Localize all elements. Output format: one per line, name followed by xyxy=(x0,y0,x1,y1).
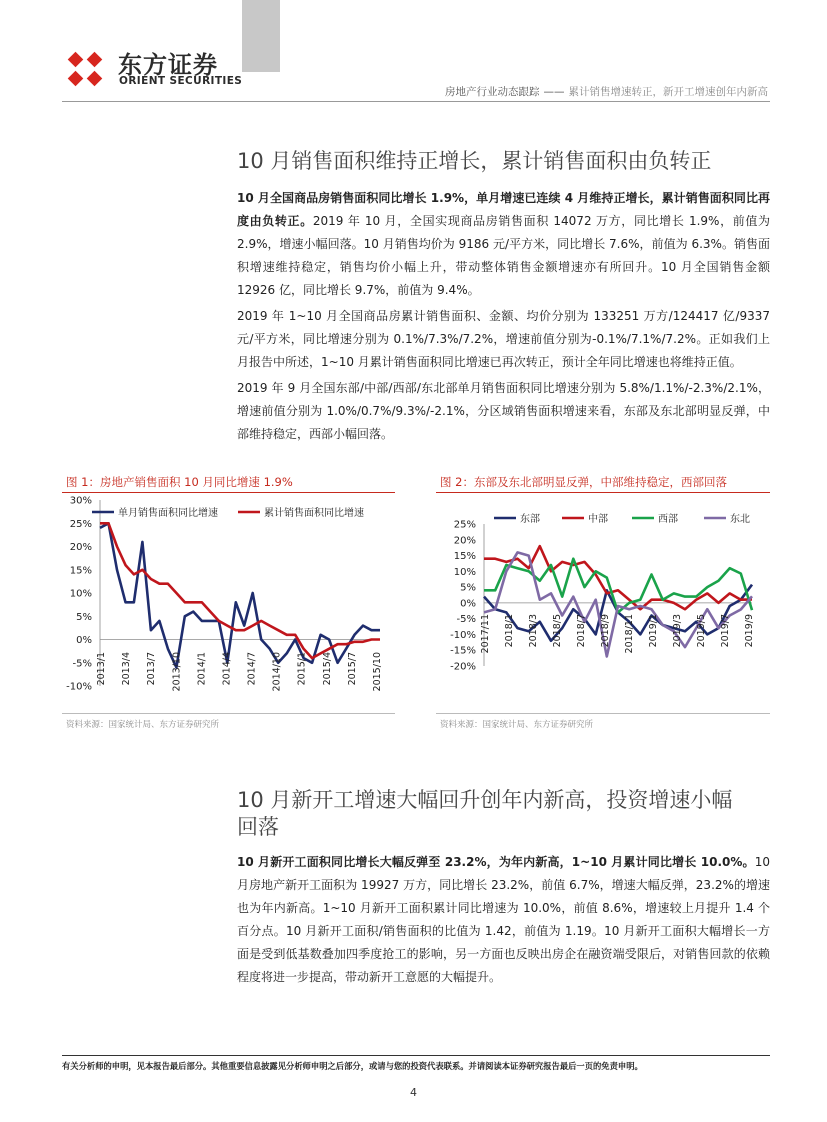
x-tick-label: 2015/7 xyxy=(346,652,358,686)
section1-title: 10 月销售面积维持正增长，累计销售面积由负转正 xyxy=(237,149,712,173)
y-tick-label: -5% xyxy=(456,614,476,626)
section2-paragraph-1 xyxy=(237,851,770,989)
header-gray-tab xyxy=(242,0,280,72)
orient-securities-logo-icon xyxy=(62,46,108,92)
x-tick-label: 2013/10 xyxy=(171,652,183,692)
legend-label: 中部 xyxy=(588,514,608,525)
series-line-单月销售面积同比增速 xyxy=(100,523,380,667)
y-tick-label: -10% xyxy=(450,629,476,641)
legend-label: 东北 xyxy=(730,514,750,525)
figure2-caption: 图 2：东部及东北部明显反弹，中部维持稳定，西部回落 xyxy=(440,475,727,489)
y-tick-label: 10% xyxy=(69,588,92,600)
x-tick-label: 2013/4 xyxy=(121,652,133,686)
x-tick-label: 2018/3 xyxy=(528,614,539,648)
y-tick-label: 25% xyxy=(453,519,476,531)
section2-p1-lead: 10 月新开工面积同比增长大幅反弹至 23.2%，为年内新高，1~10 月累计同比增长 10.0%。 xyxy=(237,855,755,869)
legend-label: 东部 xyxy=(520,514,540,525)
legend-label: 累计销售面积同比增速 xyxy=(264,508,364,519)
x-tick-label: 2014/7 xyxy=(246,652,258,686)
legend-label: 西部 xyxy=(658,514,678,525)
series-line-西部 xyxy=(484,559,752,613)
y-tick-label: 5% xyxy=(460,582,476,594)
report-series: 房地产行业动态跟踪 xyxy=(445,86,540,98)
legend-label: 单月销售面积同比增速 xyxy=(118,508,218,519)
section2-title-line-2: 回落 xyxy=(237,815,279,839)
footer-disclaimer: 有关分析师的申明，见本报告最后部分。其他重要信息披露见分析师申明之后部分，或请与您的投资代表联系。并请阅读本证券研究报告最后一页的免责申明。 xyxy=(62,1061,643,1071)
figure2-source-rule xyxy=(436,713,770,714)
x-tick-label: 2018/5 xyxy=(552,614,563,648)
y-tick-label: 0% xyxy=(76,635,92,646)
x-tick-label: 2013/1 xyxy=(96,652,107,686)
running-header xyxy=(445,84,768,99)
report-subtitle: 累计销售增速转正，新开工增速创年内新高 xyxy=(568,86,768,98)
y-tick-label: -20% xyxy=(450,661,476,673)
y-tick-label: 30% xyxy=(69,495,92,507)
y-tick-label: -5% xyxy=(72,658,92,670)
brand-name-cn: 东方证券 xyxy=(118,51,218,79)
figure1-chart xyxy=(62,494,402,708)
y-tick-label: -15% xyxy=(450,645,476,657)
header-separator: —— xyxy=(543,86,565,98)
x-tick-label: 2015/10 xyxy=(372,652,383,692)
x-tick-label: 2018/9 xyxy=(600,614,611,648)
x-tick-label: 2019/7 xyxy=(720,614,731,648)
series-line-东北 xyxy=(484,552,752,656)
x-tick-label: 2019/5 xyxy=(696,614,707,648)
brand-name-en: ORIENT SECURITIES xyxy=(119,75,243,87)
x-tick-label: 2019/1 xyxy=(648,614,659,648)
y-tick-label: 20% xyxy=(69,542,92,553)
section1-p1-lead: 10 月全国商品房销售面积同比增长 1.9%，单月增速已连续 4 月维持正增长，累计销售面积同比再度由负转正。 xyxy=(237,191,770,228)
x-tick-label: 2017/11 xyxy=(480,614,491,654)
x-tick-label: 2019/3 xyxy=(672,614,683,648)
x-tick-label: 2014/1 xyxy=(196,652,208,686)
figure2-rule xyxy=(436,492,770,493)
footer-divider xyxy=(62,1055,770,1056)
x-tick-label: 2018/1 xyxy=(504,614,515,648)
figure1-source-rule xyxy=(62,713,395,714)
y-tick-label: 25% xyxy=(69,518,92,530)
x-tick-label: 2014/4 xyxy=(221,652,233,686)
y-tick-label: -10% xyxy=(66,681,92,693)
figure1-rule xyxy=(62,492,395,493)
y-tick-label: 20% xyxy=(453,535,476,547)
header-divider xyxy=(62,101,770,102)
x-tick-label: 2015/4 xyxy=(321,652,333,686)
section1-paragraph-1 xyxy=(237,187,770,302)
x-tick-label: 2013/7 xyxy=(146,652,158,686)
y-tick-label: 15% xyxy=(69,565,92,577)
figure1-caption: 图 1：房地产销售面积 10 月同比增速 1.9% xyxy=(66,475,293,489)
section2-p1-body: 10 月房地产新开工面积为 19927 万方，同比增长 23.2%，前值 6.7%，增速大幅反弹，23.2%的增速也为年内新高。1~10 月新开工面积累计同比增速为 10.0%，前值 8.6%，增速较上月提升 1.4 个百分点。10 月新开工面积/销售面积的比值为 1.42，前值为 1.19。10 月新开工面积大幅增长一方面是受到低基数叠加四季度抢工的影响，另一方面也反映出房企在融资端受限后，对销售回款的依赖程度将进一步提高，带动新开工意愿的大幅提升。 xyxy=(237,855,770,984)
y-tick-label: 15% xyxy=(453,551,476,563)
x-tick-label: 2018/11 xyxy=(624,614,635,654)
figure2-chart xyxy=(436,494,770,708)
page-number: 4 xyxy=(410,1086,417,1099)
section2-title-line-1: 10 月新开工增速大幅回升创年内新高，投资增速小幅 xyxy=(237,788,733,812)
y-tick-label: 10% xyxy=(453,566,476,578)
x-tick-label: 2019/9 xyxy=(744,614,755,648)
figure2-source: 资料来源：国家统计局、东方证券研究所 xyxy=(440,720,594,730)
x-tick-label: 2018/7 xyxy=(576,614,587,648)
section1-paragraph-3: 2019 年 9 月全国东部/中部/西部/东北部单月销售面积同比增速分别为 5.8%/1.1%/-2.3%/2.1%，增速前值分别为 1.0%/0.7%/9.3%/-2.1%，分区域销售面积增速来看，东部及东北部明显反弹，中部维持稳定，西部小幅回落。 xyxy=(237,381,770,441)
section1-p1-body: 2019 年 10 月，全国实现商品房销售面积 14072 万方，同比增长 1.9%，前值为 2.9%，增速小幅回落。10 月销售均价为 9186 元/平方米，同比增长 7.6%，前值为 6.3%。销售面积增速维持稳定，销售均价小幅上升，带动整体销售金额增速亦有所回升。10 月全国销售金额 12926 亿，同比增长 9.7%，前值为 9.4%。 xyxy=(237,214,770,297)
figure1-source: 资料来源：国家统计局、东方证券研究所 xyxy=(66,720,220,730)
x-tick-label: 2015/1 xyxy=(296,652,308,686)
section1-paragraph-2: 2019 年 1~10 月全国商品房累计销售面积、金额、均价分别为 133251 万方/124417 亿/9337 元/平方米，同比增速分别为 0.1%/7.3%/7.2%，增速前值分别为-0.1%/7.1%/7.2%。正如我们上月报告中所述，1~10 月累计销售面积同比增速已再次转正，预计全年同比增速也将维持正值。 xyxy=(237,309,770,369)
y-tick-label: 0% xyxy=(460,598,476,610)
y-tick-label: 5% xyxy=(76,611,92,623)
x-tick-label: 2014/10 xyxy=(271,652,283,692)
